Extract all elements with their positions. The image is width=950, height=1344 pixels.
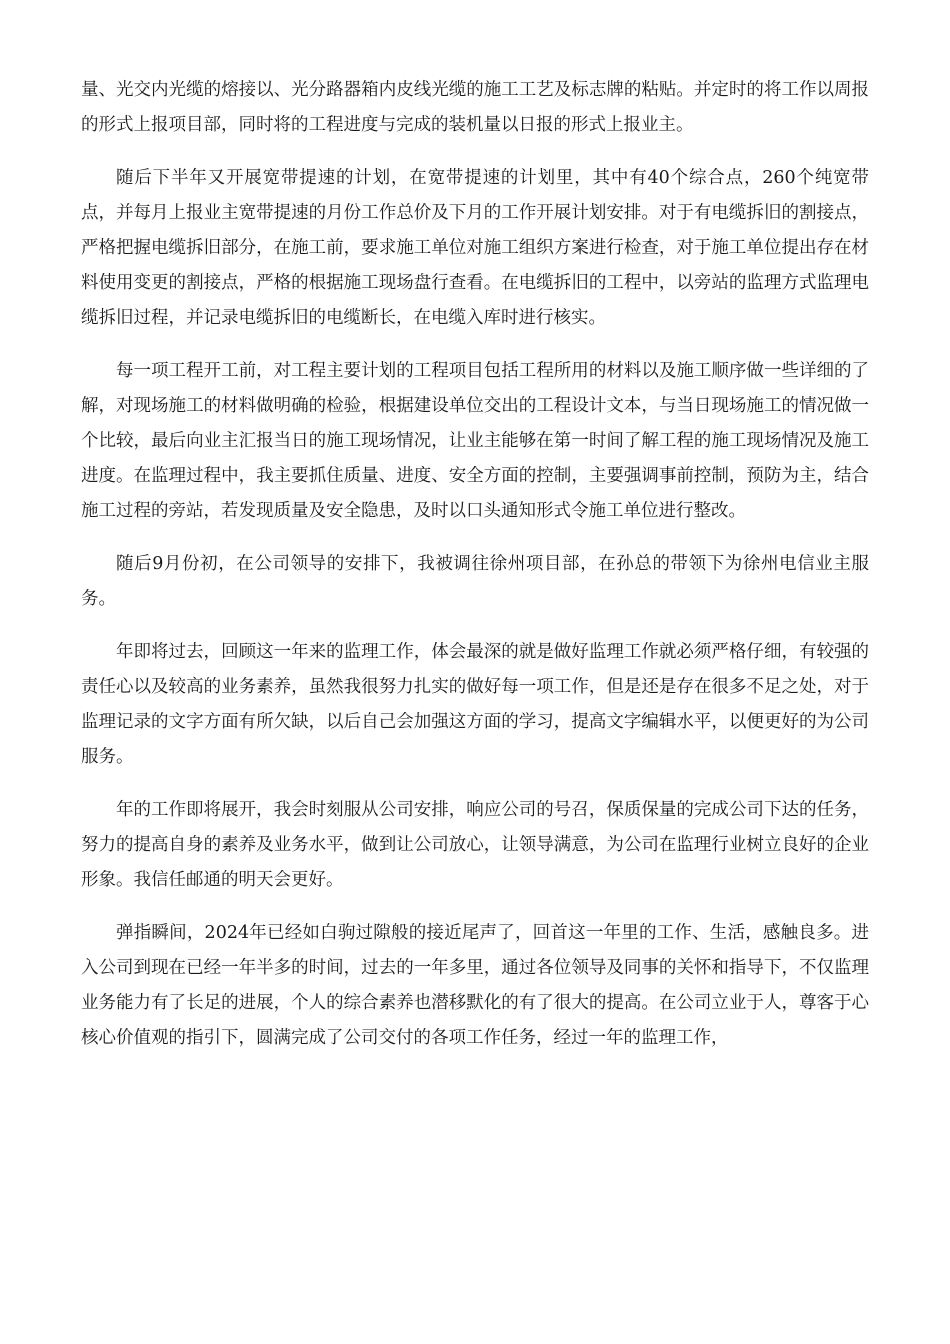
paragraph-6: 年的工作即将展开，我会时刻服从公司安排，响应公司的号召，保质保量的完成公司下达的任务，努力的提高自身的素养及业务水平，做到让公司放心，让领导满意，为公司在监理行业树立良好的企业形象。我信任邮通的明天会更好。 bbox=[81, 800, 869, 890]
paragraph-3: 每一项工程开工前，对工程主要计划的工程项目包括工程所用的材料以及施工顺序做一些详细的了解，对现场施工的材料做明确的检验，根据建设单位交出的工程设计文本，与当日现场施工的情况做一个比较，最后向业主汇报当日的施工现场情况，让业主能够在第一时间了解工程的施工现场情况及施工进度。在监理过程中，我主要抓住质量、进度、安全方面的控制，主要强调事前控制，预防为主，结合施工过程的旁站，若发现质量及安全隐患，及时以口头通知形式令施工单位进行整改。 bbox=[81, 361, 869, 521]
paragraph-5: 年即将过去，回顾这一年来的监理工作，体会最深的就是做好监理工作就必须严格仔细，有较强的责任心以及较高的业务素养，虽然我很努力扎实的做好每一项工作，但是还是存在很多不足之处，对于监理记录的文字方面有所欠缺，以后自己会加强这方面的学习，提高文字编辑水平，以便更好的为公司服务。 bbox=[81, 642, 869, 767]
document-body bbox=[81, 73, 869, 1074]
paragraph-7: 弹指瞬间，2024年已经如白驹过隙般的接近尾声了，回首这一年里的工作、生活，感触良多。进入公司到现在已经一年半多的时间，过去的一年多里，通过各位领导及同事的关怀和指导下，不仅监理业务能力有了长足的进展，个人的综合素养也潜移默化的有了很大的提高。在公司立业于人，尊客于心核心价值观的指引下，圆满完成了公司交付的各项工作任务，经过一年的监理工作， bbox=[81, 923, 869, 1048]
paragraph-2: 随后下半年又开展宽带提速的计划，在宽带提速的计划里，其中有40个综合点，260个纯宽带点，并每月上报业主宽带提速的月份工作总价及下月的工作开展计划安排。对于有电缆拆旧的割接点，严格把握电缆拆旧部分，在施工前，要求施工单位对施工组织方案进行检查，对于施工单位提出存在材料使用变更的割接点，严格的根据施工现场盘行查看。在电缆拆旧的工程中，以旁站的监理方式监理电缆拆旧过程，并记录电缆拆旧的电缆断长，在电缆入库时进行核实。 bbox=[81, 168, 869, 328]
paragraph-4: 随后9月份初，在公司领导的安排下，我被调往徐州项目部，在孙总的带领下为徐州电信业主服务。 bbox=[81, 554, 869, 609]
paragraph-1: 量、光交内光缆的熔接以、光分路器箱内皮线光缆的施工工艺及标志牌的粘贴。并定时的将工作以周报的形式上报项目部，同时将的工程进度与完成的装机量以日报的形式上报业主。 bbox=[81, 80, 869, 135]
